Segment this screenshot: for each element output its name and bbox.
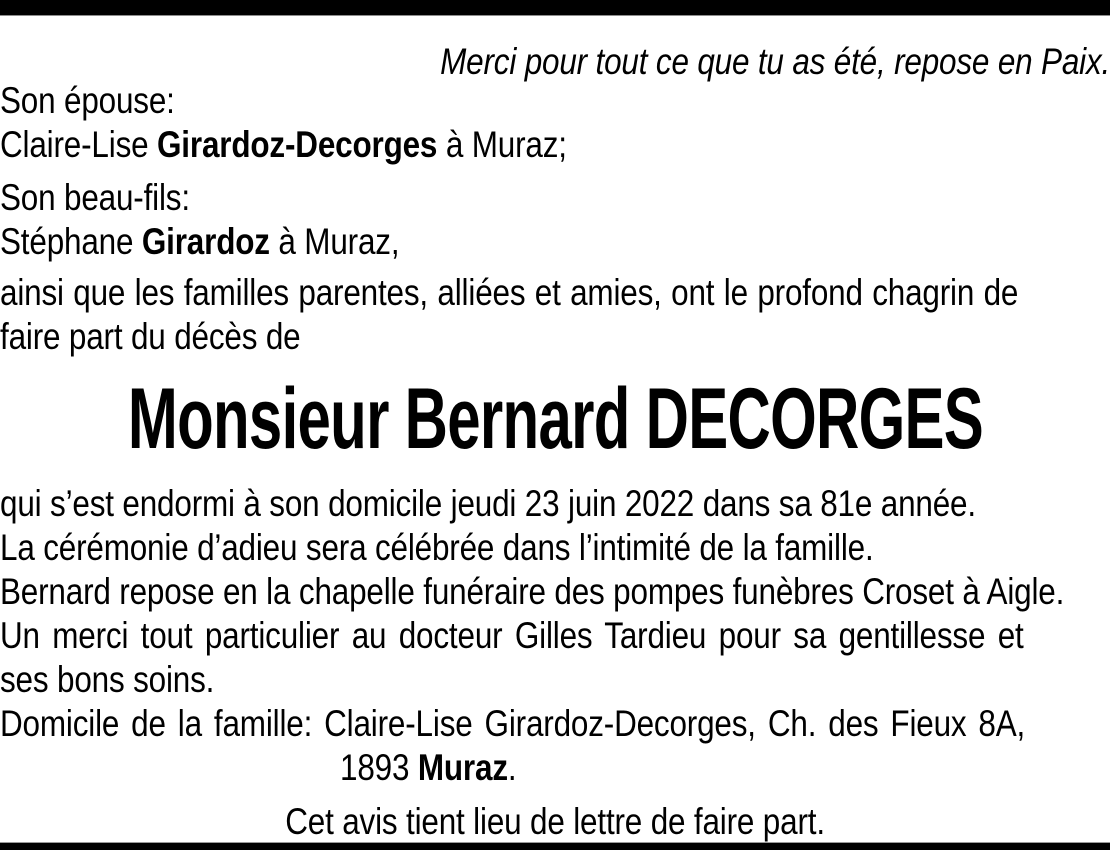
thanks-line-2: ses bons soins. bbox=[0, 659, 215, 700]
spouse-name-line bbox=[0, 123, 1110, 167]
family-address-line-2 bbox=[0, 746, 1110, 790]
intro-line-2: faire part du décès de bbox=[0, 316, 301, 357]
stepson-firstname: Stéphane bbox=[0, 221, 142, 262]
stepson-name-line bbox=[0, 220, 1110, 264]
spouse-relation-label: Son épouse: bbox=[0, 80, 175, 121]
epigraph: Merci pour tout ce que tu as été, repose en Paix. bbox=[440, 41, 1110, 82]
family-address-line-1: Domicile de la famille: Claire-Lise Girardoz-Decorges, Ch. des Fieux 8A, bbox=[0, 703, 1026, 744]
deceased-name-row bbox=[0, 373, 1110, 482]
spouse-residence: à Muraz; bbox=[437, 124, 567, 165]
stepson-residence: à Muraz, bbox=[269, 221, 400, 262]
chapel-line: Bernard repose en la chapelle funéraire des pompes funèbres Croset à Aigle. bbox=[0, 571, 1065, 612]
locality: Muraz bbox=[417, 747, 508, 788]
ceremony-line: La cérémonie d’adieu sera célébrée dans l’intimité de la famille. bbox=[0, 527, 874, 568]
thanks-line-1: Un merci tout particulier au docteur Gilles Tardieu pour sa gentillesse et bbox=[0, 615, 1024, 656]
intro-line-1: ainsi que les familles parentes, alliées et amies, ont le profond chagrin de bbox=[0, 272, 1019, 313]
address-period: . bbox=[507, 747, 517, 788]
top-border-bar bbox=[0, 0, 1110, 16]
spouse-surname: Girardoz-Decorges bbox=[157, 124, 438, 165]
stepson-relation-label: Son beau-fils: bbox=[0, 177, 190, 218]
postal-code: 1893 bbox=[340, 747, 418, 788]
notice-content bbox=[0, 16, 1110, 844]
footer-notice: Cet avis tient lieu de lettre de faire part. bbox=[285, 801, 825, 842]
stepson-surname: Girardoz bbox=[141, 221, 270, 262]
deceased-name: Monsieur Bernard DECORGES bbox=[127, 371, 983, 467]
death-details-line: qui s’est endormi à son domicile jeudi 23 juin 2022 dans sa 81e année. bbox=[0, 483, 976, 524]
bottom-border-bar bbox=[0, 842, 1110, 850]
spouse-firstname: Claire-Lise bbox=[0, 124, 158, 165]
